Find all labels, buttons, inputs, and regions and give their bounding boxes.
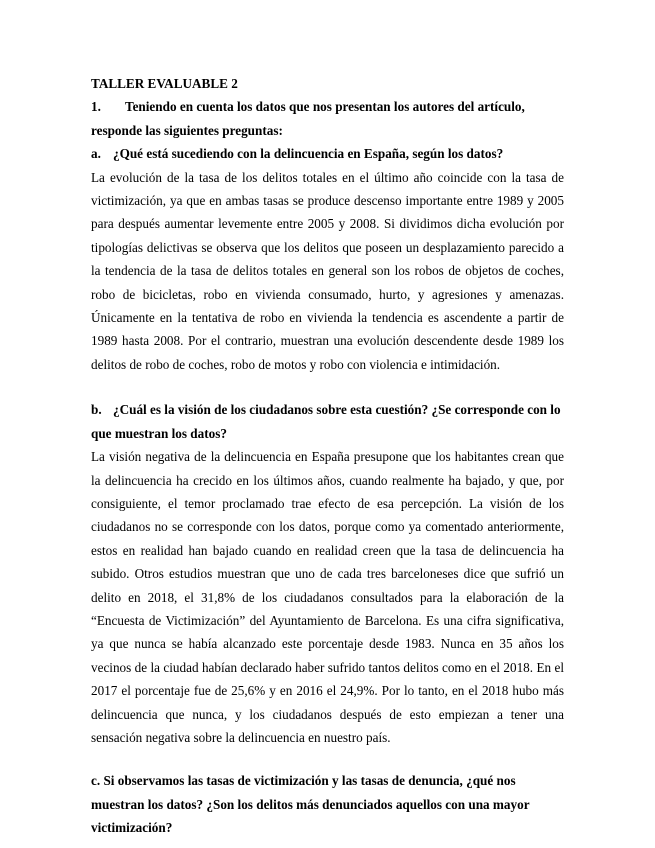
question-b-heading bbox=[91, 398, 564, 445]
question-b-text: ¿Cuál es la visión de los ciudadanos sobre esta cuestión? ¿Se corresponde con lo que muestran los datos? bbox=[91, 402, 561, 441]
document-body bbox=[91, 72, 564, 840]
question-1-number: 1. bbox=[91, 99, 101, 114]
question-b-letter: b. bbox=[91, 402, 102, 418]
question-c-heading: c. Si observamos las tasas de victimización y las tasas de denuncia, ¿qué nos muestran los datos? ¿Son los delitos más denunciados aquellos con una mayor victimización? bbox=[91, 773, 530, 836]
question-1-text: Teniendo en cuenta los datos que nos presentan los autores del artículo, responde las siguientes preguntas: bbox=[91, 99, 525, 138]
question-a-letter: a. bbox=[91, 146, 101, 161]
spacer bbox=[91, 749, 564, 769]
question-1 bbox=[91, 95, 564, 142]
answer-b-paragraph: La visión negativa de la delincuencia en España presupone que los habitantes crean que la delincuencia ha crecido en los últimos años, cuando realmente ha bajado, y que, por consiguiente, el temor proclamado trae efecto de esa percepción. La visión de los ciudadanos no se corresponde con los datos, porque como ya comentado anteriormente, estos en realidad han bajado cuando en realidad creen que la tasa de delincuencia ha subido. Otros estudios muestran que uno de cada tres barceloneses dice que sufrió un delito en 2018, el 31,8% de los ciudadanos consultados para la elaboración de la “Encuesta de Victimización” del Ayuntamiento de Barcelona. Es una cifra significativa, ya que nunca se había alcanzado este porcentaje desde 1983. Nunca en 35 años los vecinos de la ciudad habían declarado haber sufrido tantos delitos como en el 2018. En el 2017 el porcentaje fue de 25,6% y en 2016 el 24,9%. Por lo tanto, en el 2018 hubo más delincuencia que nunca, y los ciudadanos después de esto empiezan a tener una sensación negativa sobre la delincuencia en nuestro país. bbox=[91, 449, 564, 746]
spacer bbox=[91, 376, 564, 398]
question-a-text: ¿Qué está sucediendo con la delincuencia en España, según los datos? bbox=[113, 146, 504, 161]
answer-a-paragraph: La evolución de la tasa de los delitos totales en el último año coincide con la tasa de victimización, ya que en ambas tasas se produce descenso importante entre 1989 y 2005 para después aumentar levemente entre 2005 y 2008. Si dividimos dicha evolución por tipologías delictivas se observa que los delitos que poseen un desplazamiento parecido a la tendencia de la tasa de delitos totales en general son los robos de objetos de coches, robo de bicicletas, robo en vivienda consumado, hurto, y agresiones y amenazas. Únicamente en la tentativa de robo en vivienda la tendencia es ascendente a partir de 1989 hasta 2008. Por el contrario, muestran una evolución descendente desde 1989 los delitos de robo de coches, robo de motos y robo con violencia e intimidación. bbox=[91, 169, 564, 372]
document-title: TALLER EVALUABLE 2 bbox=[91, 76, 238, 91]
question-a-heading bbox=[91, 142, 564, 166]
